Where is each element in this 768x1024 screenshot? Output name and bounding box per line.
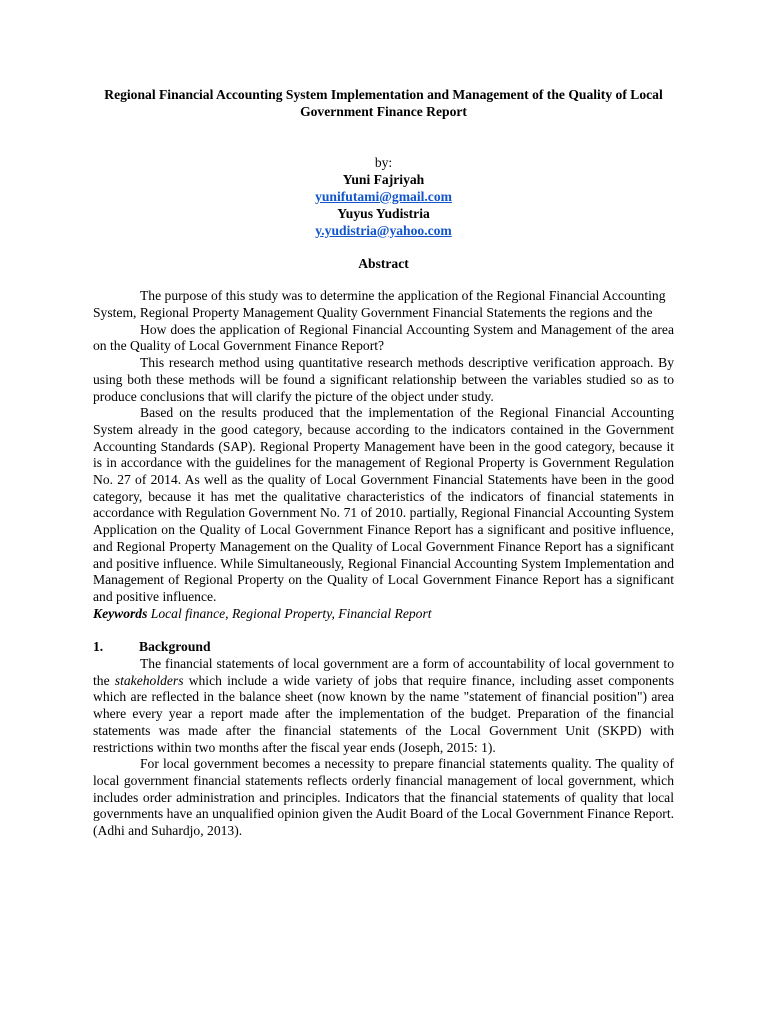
author-name-2: Yuyus Yudistria (337, 205, 430, 221)
by-label: by: (374, 154, 393, 170)
author-name-1: Yuni Fajriyah (342, 171, 425, 187)
paper-content (93, 87, 674, 840)
abstract-paragraph-2: How does the application of Regional Financial Accounting System and Management of the area on the Quality of Local Government Finance Report? (93, 321, 674, 354)
section-title: Background (139, 639, 211, 655)
italic-term: stakeholders (114, 672, 184, 688)
author-email-link-2[interactable]: y.yudistria@yahoo.com (315, 222, 452, 238)
abstract-paragraph-1: The purpose of this study was to determine the application of the Regional Financial Accounting System, Regional Property Management Quality Government Financial Statements the regions and the (93, 288, 666, 320)
author-block (93, 154, 674, 239)
background-paragraph-2: For local government becomes a necessity to prepare financial statements quality. The quality of local government financial statements reflects orderly financial management of local government, which includes order administration and principles. Indicators that the financial statements of quality that local governments have an unqualified opinion given the Audit Board of the Local Government Finance Report. (Adhi and Suhardjo, 2013). (93, 756, 674, 839)
keywords-label: Keywords (93, 605, 148, 621)
keywords-text: Local finance, Regional Property, Financial Report (150, 605, 432, 621)
section-number: 1. (93, 639, 104, 655)
paper-title: Regional Financial Accounting System Implementation and Management of the Quality of Local Government Finance Report (104, 87, 663, 119)
abstract-heading: Abstract (358, 255, 409, 271)
abstract-paragraph-4: Based on the results produced that the implementation of the Regional Financial Accounting System already in the good category, because according to the indicators contained in the Government Accounting Standards (SAP). Regional Property Management have been in the good category, because it is in accordance with the guidelines for the management of Regional Property is Government Regulation No. 27 of 2014. As well as the quality of Local Government Financial Statements have been in the good category, because it has met the qualitative characteristics of the indicators of financial statements in accordance with Regulation Government No. 71 of 2010. partially, Regional Financial Accounting System Application on the Quality of Local Government Finance Report has a significant and positive influence, and Regional Property Management on the Quality of Local Government Finance Report has a significant and positive influence. While Simultaneously, Regional Financial Accounting System Implementation and Management of Regional Property on the Quality of Local Government Finance Report has a significant and positive influence. (93, 405, 674, 604)
section-heading-background (93, 639, 674, 656)
abstract-paragraph-3: This research method using quantitative research methods descriptive verification approach. By using both these methods will be found a significant relationship between the variables studied so as to produce conclusions that will clarify the picture of the object under study. (93, 355, 674, 404)
keywords-line (93, 606, 674, 623)
background-paragraph-1: The financial statements of local government are a form of accountability of local government to the stakeholders which include a wide variety of jobs that require finance, including asset components which are reflected in the balance sheet (now known by the name "statement of financial position") area where every year a report made after the implementation of the budget. Preparation of the financial statements was made after the financial statements of the Local Government Unit (SKPD) with restrictions within two months after the fiscal year ends (Joseph, 2015: 1). (93, 656, 674, 755)
author-email-link-1[interactable]: yunifutami@gmail.com (315, 188, 452, 204)
